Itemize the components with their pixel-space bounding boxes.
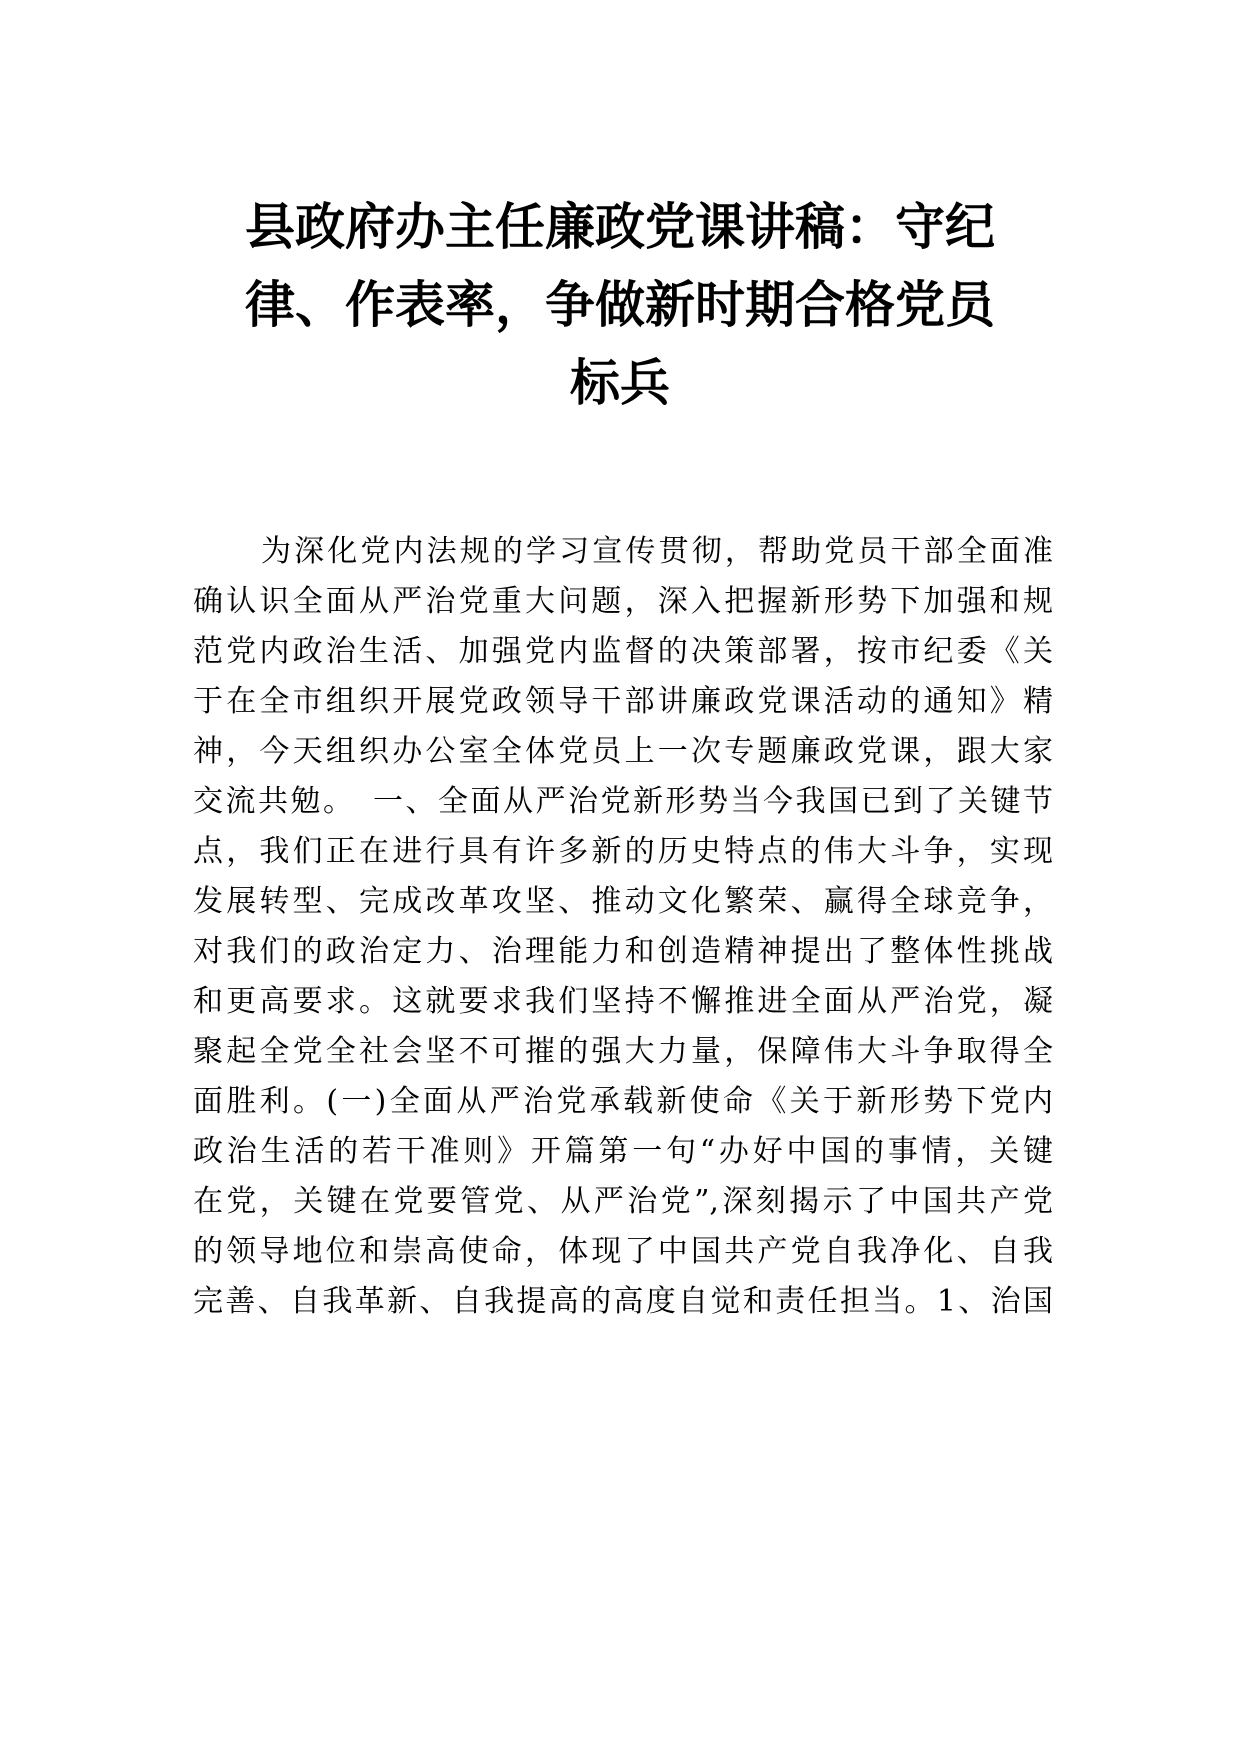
document-body (193, 527, 1053, 1327)
body-line-5: 神，今天组织办公室全体党员上一次专题廉政党课，跟大家 (193, 734, 1053, 769)
body-line-15: 的领导地位和崇高使命，体现了中国共产党自我净化、自我 (193, 1234, 1053, 1269)
body-line-8: 发展转型、完成改革攻坚、推动文化繁荣、赢得全球竞争， (193, 884, 1053, 919)
body-line-3: 范党内政治生活、加强党内监督的决策部署，按市纪委《关 (193, 634, 1053, 669)
title-line-2: 律、作表率，争做新时期合格党员 (245, 276, 995, 334)
title-line-3: 标兵 (570, 354, 670, 412)
body-line-1: 为深化党内法规的学习宣传贯彻，帮助党员干部全面准 (261, 534, 1053, 569)
body-line-2: 确认识全面从严治党重大问题，深入把握新形势下加强和规 (193, 584, 1053, 619)
body-line-14: 在党，关键在党要管党、从严治党”,深刻揭示了中国共产党 (193, 1184, 1053, 1219)
body-line-7: 点，我们正在进行具有许多新的历史特点的伟大斗争，实现 (193, 834, 1053, 869)
body-line-6: 交流共勉。 一、全面从严治党新形势当今我国已到了关键节 (193, 784, 1053, 819)
body-line-4: 于在全市组织开展党政领导干部讲廉政党课活动的通知》精 (193, 684, 1053, 719)
body-line-16: 完善、自我革新、自我提高的高度自觉和责任担当。1、治国 (193, 1284, 1053, 1319)
body-line-13: 政治生活的若干准则》开篇第一句“办好中国的事情，关键 (193, 1134, 1053, 1169)
body-line-9: 对我们的政治定力、治理能力和创造精神提出了整体性挑战 (193, 934, 1053, 969)
body-line-10: 和更高要求。这就要求我们坚持不懈推进全面从严治党，凝 (193, 984, 1053, 1019)
document-title (195, 188, 1045, 422)
title-line-1: 县政府办主任廉政党课讲稿：守纪 (245, 198, 995, 256)
body-line-11: 聚起全党全社会坚不可摧的强大力量，保障伟大斗争取得全 (193, 1034, 1053, 1069)
body-line-12: 面胜利。(一)全面从严治党承载新使命《关于新形势下党内 (193, 1084, 1053, 1119)
